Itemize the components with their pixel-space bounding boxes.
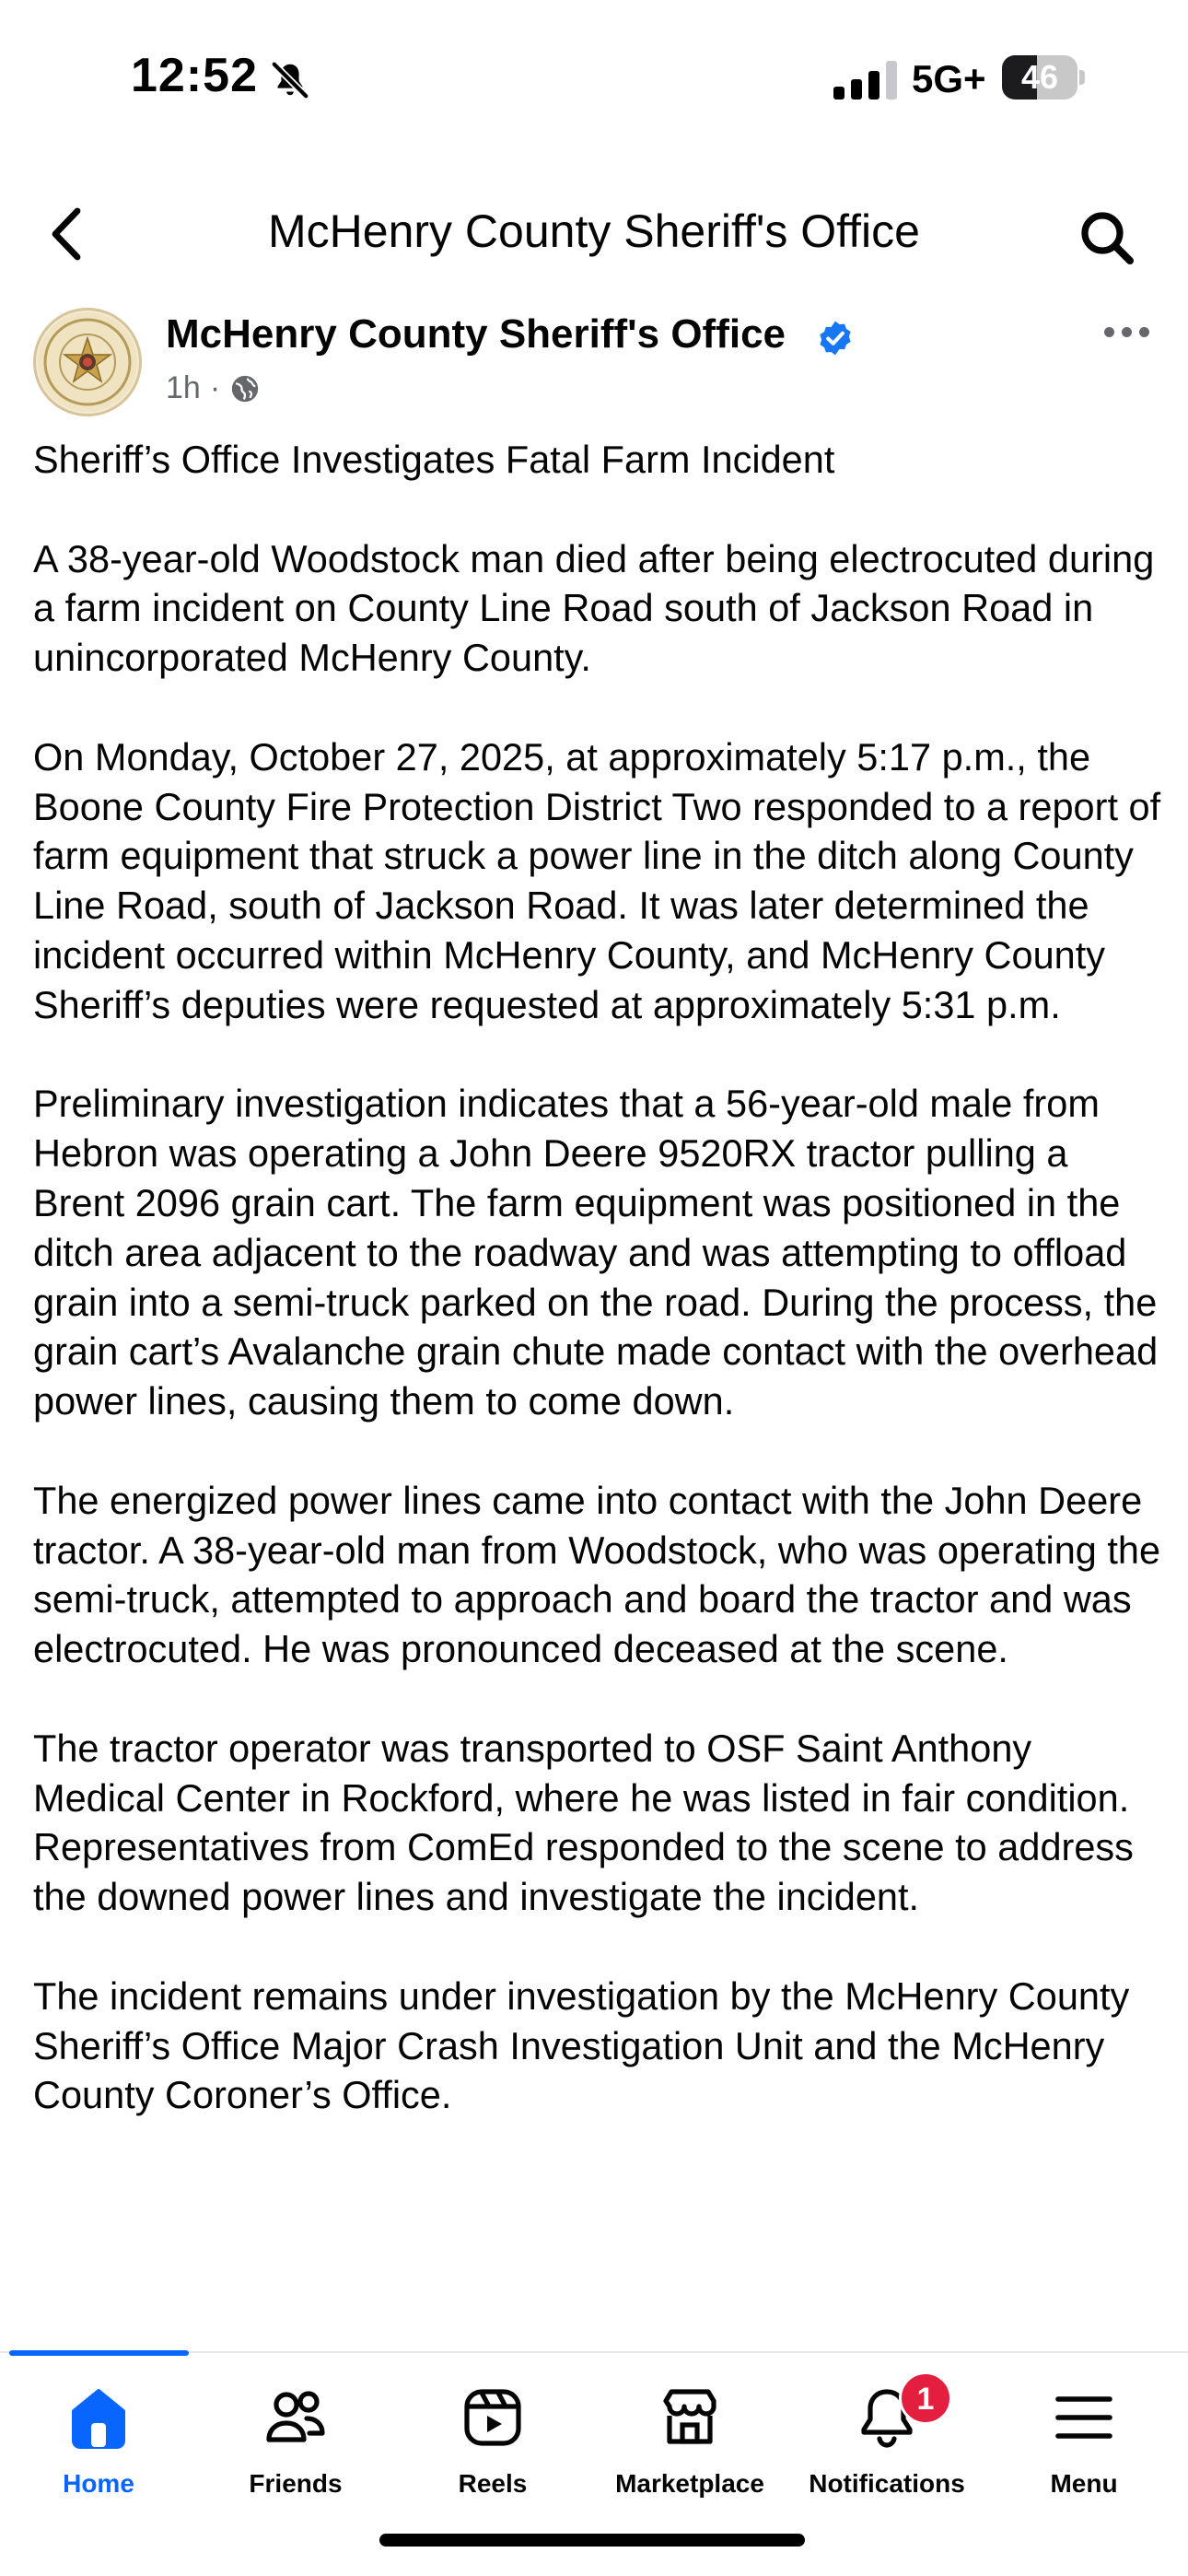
home-indicator[interactable] xyxy=(379,2534,805,2547)
sheriff-badge-logo xyxy=(36,310,139,414)
marketplace-icon xyxy=(657,2384,723,2451)
verified-badge-icon xyxy=(816,319,855,357)
post-paragraph: On Monday, October 27, 2025, at approximately 5:17 p.m., the Boone County Fire Protection District Two responded to a report of farm equipment that struck a power line in the ditch along County Line Road, south of Jackson Road. It was later determined the incident occurred within McHenry County, and McHenry County Sheriff’s deputies were requested at approximately 5:31 p.m. xyxy=(33,734,1161,1026)
more-options-button[interactable] xyxy=(1094,311,1159,352)
tab-home[interactable] xyxy=(0,2381,197,2519)
active-tab-indicator xyxy=(9,2350,189,2356)
tab-menu[interactable] xyxy=(985,2381,1182,2519)
page-title: McHenry County Sheriff's Office xyxy=(268,205,920,257)
tab-marketplace[interactable] xyxy=(591,2381,788,2519)
friends-icon xyxy=(262,2384,329,2451)
post-paragraph: Preliminary investigation indicates that a 56-year-old male from Hebron was operating a John Deere 9520RX tractor pulling a Brent 2096 grain cart. The farm equipment was positioned in the ditch area adjacent to the roadway and was attempting to offload grain into a semi-truck parked on the road. During the process, the grain cart’s Avalanche grain chute made contact with the overhead power lines, causing them to come down. xyxy=(33,1082,1159,1423)
reels-icon xyxy=(460,2384,526,2451)
status-bar xyxy=(0,0,1188,157)
post-paragraph: The incident remains under investigation by the McHenry County Sheriff’s Office Major Crash Investigation Unit and the McHenry County Coroner’s Office. xyxy=(33,1973,1130,2117)
back-button[interactable] xyxy=(37,205,96,263)
globe-icon xyxy=(229,373,261,404)
post-headline: Sheriff’s Office Investigates Fatal Farm Incident xyxy=(33,438,835,481)
home-icon xyxy=(65,2384,132,2451)
notification-badge: 1 xyxy=(899,2371,952,2425)
tab-label: Notifications xyxy=(809,2469,965,2498)
tab-friends[interactable] xyxy=(197,2381,394,2519)
post-paragraph: The tractor operator was transported to OSF Saint Anthony Medical Center in Rockford, where he was listed in fair condition. Representatives from ComEd responded to the scene to address the downed power lines and investigate the incident. xyxy=(33,1726,1134,1919)
author-name[interactable]: McHenry County Sheriff's Office xyxy=(166,311,786,357)
battery-level: 46 xyxy=(1020,58,1059,96)
tab-label: Friends xyxy=(249,2469,343,2498)
post-paragraph: A 38-year-old Woodstock man died after being electrocuted during a farm incident on County Line Road south of Jackson Road in unincorporated McHenry County. xyxy=(33,536,1155,680)
status-time: 12:52 xyxy=(131,49,258,102)
post-meta xyxy=(166,370,261,406)
post-paragraph: The energized power lines came into contact with the John Deere tractor. A 38-year-old man from Woodstock, who was operating the semi-truck, attempted to approach and board the tractor and was electrocuted. He was pronounced deceased at the scene. xyxy=(33,1478,1161,1671)
tab-label: Reels xyxy=(458,2469,528,2498)
search-icon xyxy=(1077,208,1136,267)
more-dot-icon xyxy=(1139,327,1149,337)
post-body xyxy=(33,435,1166,2170)
meta-separator: · xyxy=(209,370,221,405)
network-type: 5G+ xyxy=(912,57,986,100)
tab-reels[interactable] xyxy=(394,2381,591,2519)
post-header xyxy=(0,295,1188,433)
tab-label: Menu xyxy=(1050,2469,1118,2498)
more-dot-icon xyxy=(1104,327,1114,337)
search-button[interactable] xyxy=(1074,205,1140,271)
more-dot-icon xyxy=(1122,327,1132,337)
page-header xyxy=(0,184,1188,286)
menu-icon xyxy=(1051,2384,1117,2451)
tab-label: Home xyxy=(63,2469,134,2498)
avatar[interactable] xyxy=(33,308,142,416)
tab-label: Marketplace xyxy=(615,2469,764,2498)
chevron-left-icon xyxy=(48,205,85,263)
tab-notifications[interactable] xyxy=(788,2381,985,2519)
post-time[interactable]: 1h xyxy=(166,370,201,405)
battery-icon xyxy=(1002,55,1085,100)
bell-slash-icon xyxy=(269,59,311,101)
signal-strength-icon xyxy=(833,61,900,100)
